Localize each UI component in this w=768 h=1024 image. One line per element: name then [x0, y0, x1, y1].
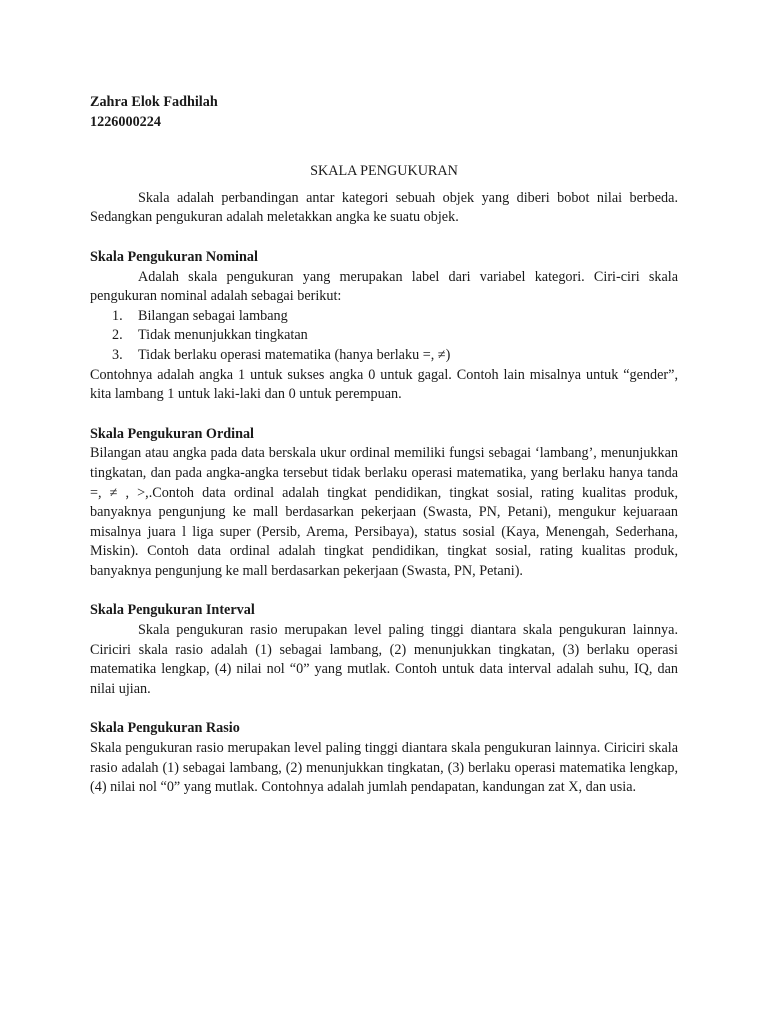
nominal-list [90, 307, 678, 366]
list-item [90, 307, 678, 327]
list-item-number: 1. [112, 307, 123, 324]
section-heading-nominal: Skala Pengukuran Nominal [90, 248, 258, 265]
ordinal-paragraph: Bilangan atau angka pada data berskala ukur ordinal memiliki fungsi sebagai ‘lambang’, menunjukkan tingkatan, dan pada angka-angka tersebut tidak berlaku operasi matematika, yang berlaku hanya tanda =, ≠ , >,.Contoh data ordinal adalah tingkat pendidikan, tingkat sosial, rating kualitas produk, banyaknya pengunjung ke mall berdasarkan pekerjaan (Swasta, PN, Petani), mengukur kejuaraan misalnya juara l liga super (Persib, Arema, Persibaya), status sosial (Kaya, Menengah, Sederhana, Miskin). Contoh data ordinal adalah tingkat pendidikan, tingkat sosial, rating kualitas produk, banyaknya pengunjung ke mall berdasarkan pekerjaan (Swasta, PN, Petani). [90, 445, 678, 579]
interval-paragraph: Skala pengukuran rasio merupakan level paling tinggi diantara skala pengukuran lainnya. Ciriciri skala rasio adalah (1) sebagai lambang, (2) menunjukkan tingkatan, (3) berlaku operasi matematika lengkap, (4) nilai nol “0” yang mutlak. Contoh untuk data interval adalah suhu, IQ, dan nilai ujian. [90, 622, 678, 697]
author-name: Zahra Elok Fadhilah [90, 94, 218, 110]
section-heading-rasio: Skala Pengukuran Rasio [90, 720, 240, 737]
list-item [90, 326, 678, 346]
nominal-paragraph-2: Contohnya adalah angka 1 untuk sukses angka 0 untuk gagal. Contoh lain misalnya untuk “gender”, kita lambang 1 untuk laki-laki dan 0 untuk perempuan. [90, 366, 678, 403]
section-heading-ordinal: Skala Pengukuran Ordinal [90, 425, 254, 442]
rasio-paragraph: Skala pengukuran rasio merupakan level paling tinggi diantara skala pengukuran lainnya. Ciriciri skala rasio adalah (1) sebagai lambang, (2) menunjukkan tingkatan, (3) berlaku operasi matematika lengkap, (4) nilai nol “0” yang mutlak. Contohnya adalah jumlah pendapatan, kandungan zat X, dan usia. [90, 740, 678, 796]
list-item [90, 346, 678, 366]
list-item-text: Bilangan sebagai lambang [138, 307, 288, 324]
author-id: 1226000224 [90, 113, 161, 130]
list-item-number: 2. [112, 327, 123, 344]
section-nominal [90, 248, 678, 405]
list-item-text: Tidak berlaku operasi matematika (hanya berlaku =, ≠) [138, 346, 451, 363]
document-title: SKALA PENGUKURAN [310, 163, 458, 180]
nominal-paragraph-1: Adalah skala pengukuran yang merupakan label dari variabel kategori. Ciri-ciri skala pengukuran nominal adalah sebagai berikut: [90, 268, 678, 305]
section-rasio [90, 719, 678, 797]
section-interval [90, 601, 678, 699]
section-heading-interval: Skala Pengukuran Interval [90, 602, 255, 619]
list-item-text: Tidak menunjukkan tingkatan [138, 327, 308, 344]
document-page [90, 93, 678, 798]
list-item-number: 3. [112, 346, 123, 363]
section-ordinal [90, 425, 678, 582]
intro-paragraph: Skala adalah perbandingan antar kategori sebuah objek yang diberi bobot nilai berbeda. Sedangkan pengukuran adalah meletakkan angka ke suatu objek. [90, 189, 678, 226]
